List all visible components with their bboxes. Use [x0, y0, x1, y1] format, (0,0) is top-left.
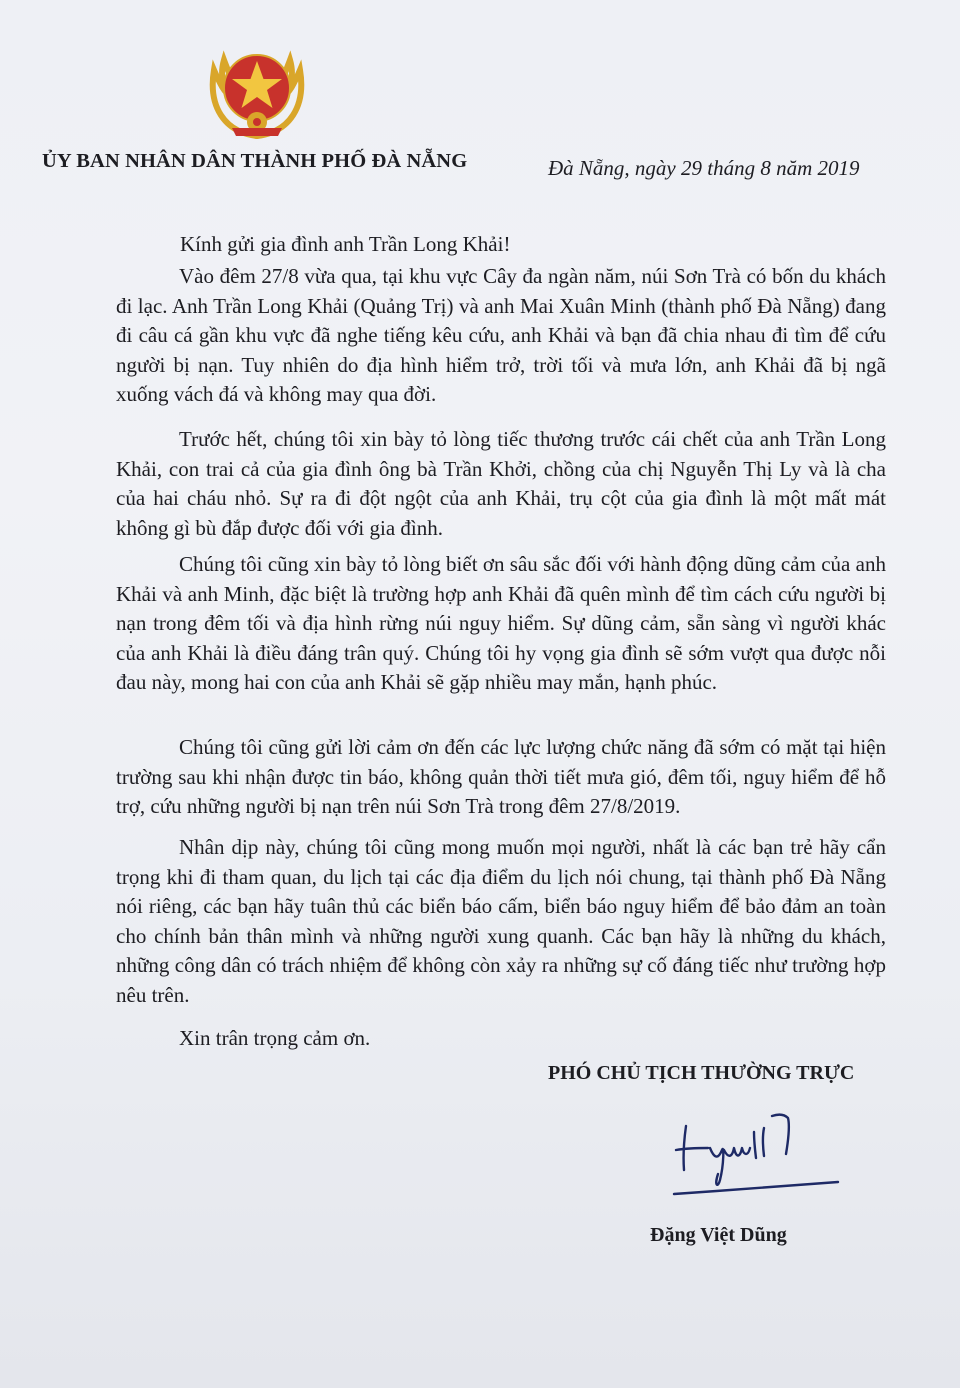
paragraph-incident: Vào đêm 27/8 vừa qua, tại khu vực Cây đa ngàn năm, núi Sơn Trà có bốn du khách đi lạc. Anh Trần Long Khải (Quảng Trị) và anh Mai Xuân Minh (thành phố Đà Nẵng) đang đi câu cá gần khu vực đã nghe tiếng kêu cứu, anh Khải và bạn đã chia nhau đi tìm để cứu người bị nạn. Tuy nhiên do địa hình hiểm trở, trời tối và mưa lớn, anh Khải đã bị ngã xuống vách đá và không may qua đời.: [116, 264, 886, 407]
handwritten-signature-icon: [660, 1098, 845, 1208]
paragraph-gratitude: Chúng tôi cũng xin bày tỏ lòng biết ơn sâu sắc đối với hành động dũng cảm của anh Khải và anh Minh, đặc biệt là trường hợp anh Khải đã quên mình để tìm cách cứu người bị nạn trong đêm tối và địa hình rừng núi nguy hiểm. Sự dũng cảm, sẵn sàng vì người khác của anh Khải là điều đáng trân quý. Chúng tôi hy vọng gia đình sẽ sớm vượt qua được nỗi đau này, mong hai con của anh Khải sẽ gặp nhiều may mắn, hạnh phúc.: [116, 552, 886, 695]
signer-title: PHÓ CHỦ TỊCH THƯỜNG TRỰC: [548, 1062, 855, 1084]
issuing-agency: ỦY BAN NHÂN DÂN THÀNH PHỐ ĐÀ NẴNG: [42, 150, 468, 172]
paragraph-safety-appeal: Nhân dịp này, chúng tôi cũng mong muốn mọi người, nhất là các bạn trẻ hãy cẩn trọng khi đi tham quan, du lịch tại các địa điểm du lịch nói chung, tại thành phố Đà Nẵng nói riêng, các bạn hãy tuân thủ các biển báo cấm, biển báo nguy hiểm để bảo đảm an toàn cho chính bản thân mình và những người xung quanh. Các bạn hãy là những du khách, những công dân có trách nhiệm để không còn xảy ra những sự cố đáng tiếc như trường hợp nêu trên.: [116, 835, 886, 1007]
date-line: Đà Nẵng, ngày 29 tháng 8 năm 2019: [548, 156, 860, 180]
closing-line: Xin trân trọng cảm ơn.: [179, 1026, 371, 1050]
signer-name: Đặng Việt Dũng: [650, 1224, 787, 1246]
paragraph-thanks-forces: Chúng tôi cũng gửi lời cảm ơn đến các lực lượng chức năng đã sớm có mặt tại hiện trường sau khi nhận được tin báo, không quản thời tiết mưa gió, đêm tối, nguy hiểm để hỗ trợ, cứu những người bị nạn trên núi Sơn Trà trong đêm 27/8/2019.: [116, 735, 886, 819]
paragraph-condolence: Trước hết, chúng tôi xin bày tỏ lòng tiếc thương trước cái chết của anh Trần Long Khải, con trai cả của gia đình ông bà Trần Khởi, chồng của chị Nguyễn Thị Ly và là cha của hai cháu nhỏ. Sự ra đi đột ngột của anh Khải, trụ cột của gia đình là một mất mát không gì bù đắp được đối với gia đình.: [116, 427, 886, 540]
salutation: Kính gửi gia đình anh Trần Long Khải!: [180, 232, 511, 256]
national-emblem-icon: [202, 40, 312, 140]
